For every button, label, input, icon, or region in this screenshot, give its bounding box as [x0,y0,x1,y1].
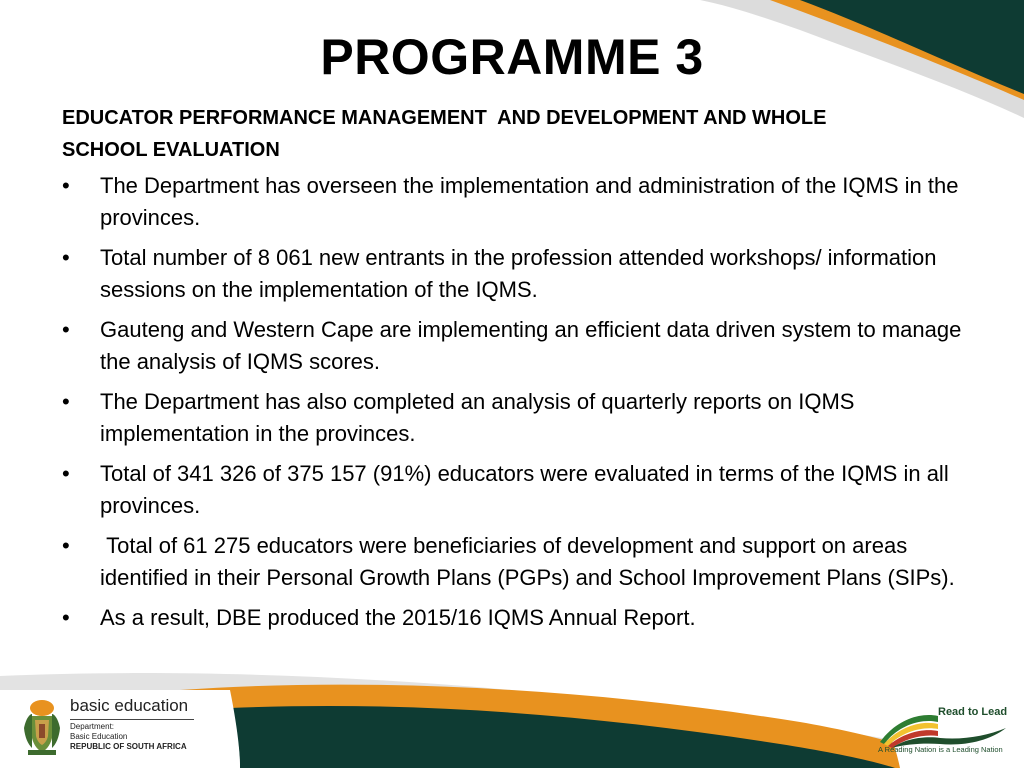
section-heading-line-1: EDUCATOR PERFORMANCE MANAGEMENT AND DEVELOPMENT AND WHOLE [62,107,827,129]
coat-of-arms-icon [22,698,62,756]
dept-logo-title: basic education [70,696,189,715]
dept-logo-line-1: Department: [70,722,115,731]
bullet-item [62,530,962,594]
bullet-text: As a result, DBE produced the 2015/16 IQMS Annual Report. [100,605,696,630]
read-to-lead-title: Read to Lead [938,706,1008,718]
bullet-icon: • [62,173,70,198]
bullet-text: Total of 61 275 educators were beneficiaries of development and support on areas identified in their Personal Growth Plans (PGPs) and School Improvement Plans (SIPs). [100,533,955,590]
read-to-lead-tagline: A Reading Nation is a Leading Nation [878,745,1003,754]
bullet-item [62,242,962,306]
dept-logo-line-3: REPUBLIC OF SOUTH AFRICA [70,742,187,751]
basic-education-logo [22,696,189,760]
bullet-icon: • [62,317,70,342]
bullet-list [62,170,962,634]
bullet-item [62,386,962,450]
read-to-lead-logo [876,698,1016,762]
bullet-text: Gauteng and Western Cape are implementing an efficient data driven system to manage the analysis of IQMS scores. [100,317,962,374]
bullet-item [62,602,962,634]
bullet-icon: • [62,461,70,486]
slide-content [62,102,962,642]
dept-logo-text [70,696,200,752]
bullet-text: The Department has also completed an analysis of quarterly reports on IQMS implementation in the provinces. [100,389,855,446]
section-heading-line-2: SCHOOL EVALUATION [62,139,280,161]
bullet-icon: • [62,245,70,270]
dept-logo-divider [70,719,194,720]
bullet-item [62,170,962,234]
bullet-icon: • [62,605,70,630]
page-title: PROGRAMME 3 [320,29,704,85]
bullet-text: Total number of 8 061 new entrants in the profession attended workshops/ information sessions on the implementation of the IQMS. [100,245,937,302]
dept-logo-line-2: Basic Education [70,732,128,741]
bullet-item [62,458,962,522]
bullet-text: Total of 341 326 of 375 157 (91%) educators were evaluated in terms of the IQMS in all provinces. [100,461,949,518]
bullet-text: The Department has overseen the implementation and administration of the IQMS in the provinces. [100,173,959,230]
bullet-item [62,314,962,378]
bullet-icon: • [62,533,70,558]
bullet-icon: • [62,389,70,414]
section-heading [62,102,962,166]
